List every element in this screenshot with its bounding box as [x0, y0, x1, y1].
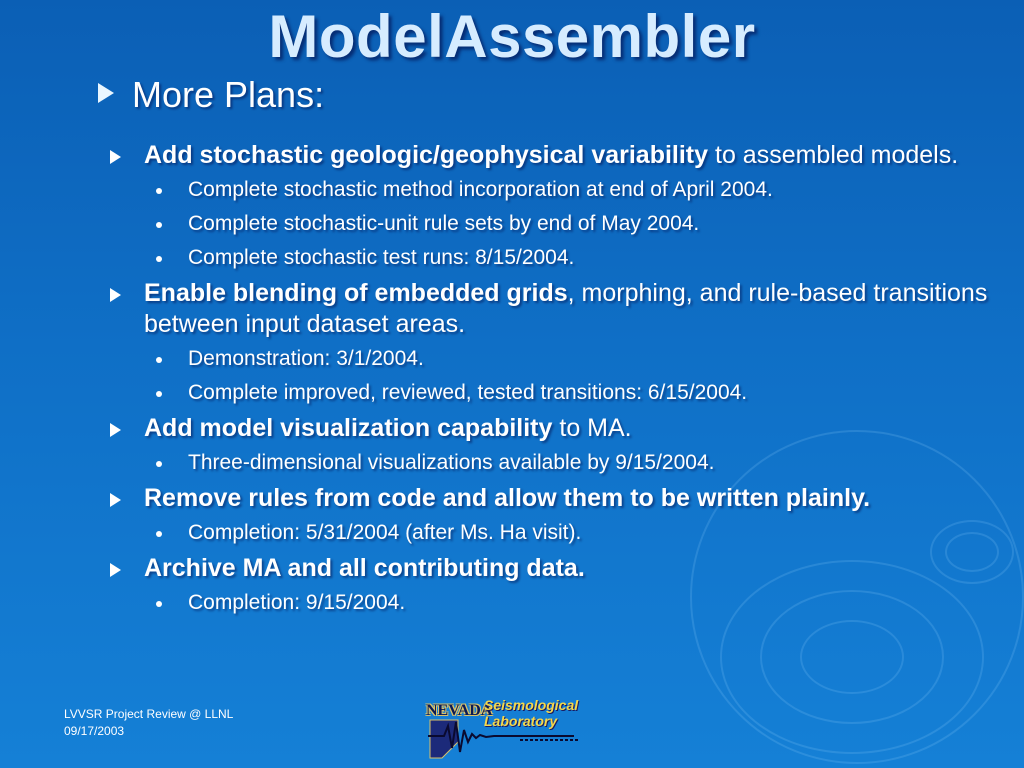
- arrow-bullet-icon: [110, 150, 121, 164]
- arrow-bullet-icon: [110, 493, 121, 507]
- dot-bullet-icon: [156, 188, 162, 194]
- dot-bullet-icon: [156, 531, 162, 537]
- bullet-bold-text: Enable blending of embedded grids: [144, 279, 568, 307]
- bullet-bold-text: Remove rules from code and allow them to be written plainly.: [144, 484, 871, 512]
- bullet-list: [108, 140, 988, 623]
- dot-bullet-icon: [156, 391, 162, 397]
- sub-bullet-text: Completion: 5/31/2004 (after Ms. Ha visit).: [188, 521, 582, 544]
- dot-bullet-icon: [156, 357, 162, 363]
- sub-bullet-item: [108, 379, 988, 407]
- footer-project: LVVSR Project Review @ LLNL: [64, 707, 234, 721]
- logo-laboratory-text: Laboratory: [484, 713, 558, 729]
- sub-bullet-text: Demonstration: 3/1/2004.: [188, 347, 424, 370]
- sub-bullet-item: [108, 345, 988, 373]
- dot-bullet-icon: [156, 461, 162, 467]
- sub-bullet-item: [108, 210, 988, 238]
- sub-bullet-item: [108, 519, 988, 547]
- seismogram-icon: [424, 718, 594, 762]
- sub-bullet-item: [108, 244, 988, 272]
- sub-bullet-text: Complete improved, reviewed, tested transitions: 6/15/2004.: [188, 381, 748, 404]
- arrow-bullet-icon: [98, 83, 114, 103]
- slide-subtitle: [98, 74, 324, 116]
- footer-date: 09/17/2003: [64, 724, 125, 738]
- arrow-bullet-icon: [110, 563, 121, 577]
- bullet-item: [108, 140, 988, 171]
- sub-bullet-text: Three-dimensional visualizations available by 9/15/2004.: [188, 451, 715, 474]
- logo-nevada-text: NEVADA: [426, 702, 493, 719]
- dot-bullet-icon: [156, 222, 162, 228]
- sub-bullet-item: [108, 589, 988, 617]
- bullet-text: , morphing, and rule-based transitions between input dataset areas.: [144, 279, 988, 338]
- bullet-item: [108, 553, 988, 584]
- sub-bullet-item: [108, 449, 988, 477]
- bullet-bold-text: Archive MA and all contributing data.: [144, 554, 585, 582]
- bullet-text: to MA.: [552, 414, 632, 442]
- sub-bullet-text: Complete stochastic test runs: 8/15/2004.: [188, 246, 575, 269]
- arrow-bullet-icon: [110, 423, 121, 437]
- slide-title: ModelAssembler: [268, 3, 756, 70]
- dot-bullet-icon: [156, 601, 162, 607]
- bullet-item: [108, 483, 988, 514]
- logo-seismological-text: Seismological: [484, 697, 579, 713]
- seismological-laboratory-logo: [424, 698, 594, 762]
- arrow-bullet-icon: [110, 288, 121, 302]
- subtitle-text: More Plans:: [132, 74, 325, 115]
- slide-footer: [64, 706, 233, 740]
- sub-bullet-text: Completion: 9/15/2004.: [188, 591, 406, 614]
- dot-bullet-icon: [156, 256, 162, 262]
- bullet-bold-text: Add model visualization capability: [144, 414, 553, 442]
- bullet-bold-text: Add stochastic geologic/geophysical variability: [144, 141, 709, 169]
- bullet-item: [108, 413, 988, 444]
- bullet-item: [108, 278, 988, 340]
- bullet-text: to assembled models.: [708, 141, 959, 169]
- sub-bullet-item: [108, 176, 988, 204]
- sub-bullet-text: Complete stochastic-unit rule sets by end of May 2004.: [188, 212, 700, 235]
- sub-bullet-text: Complete stochastic method incorporation at end of April 2004.: [188, 178, 773, 201]
